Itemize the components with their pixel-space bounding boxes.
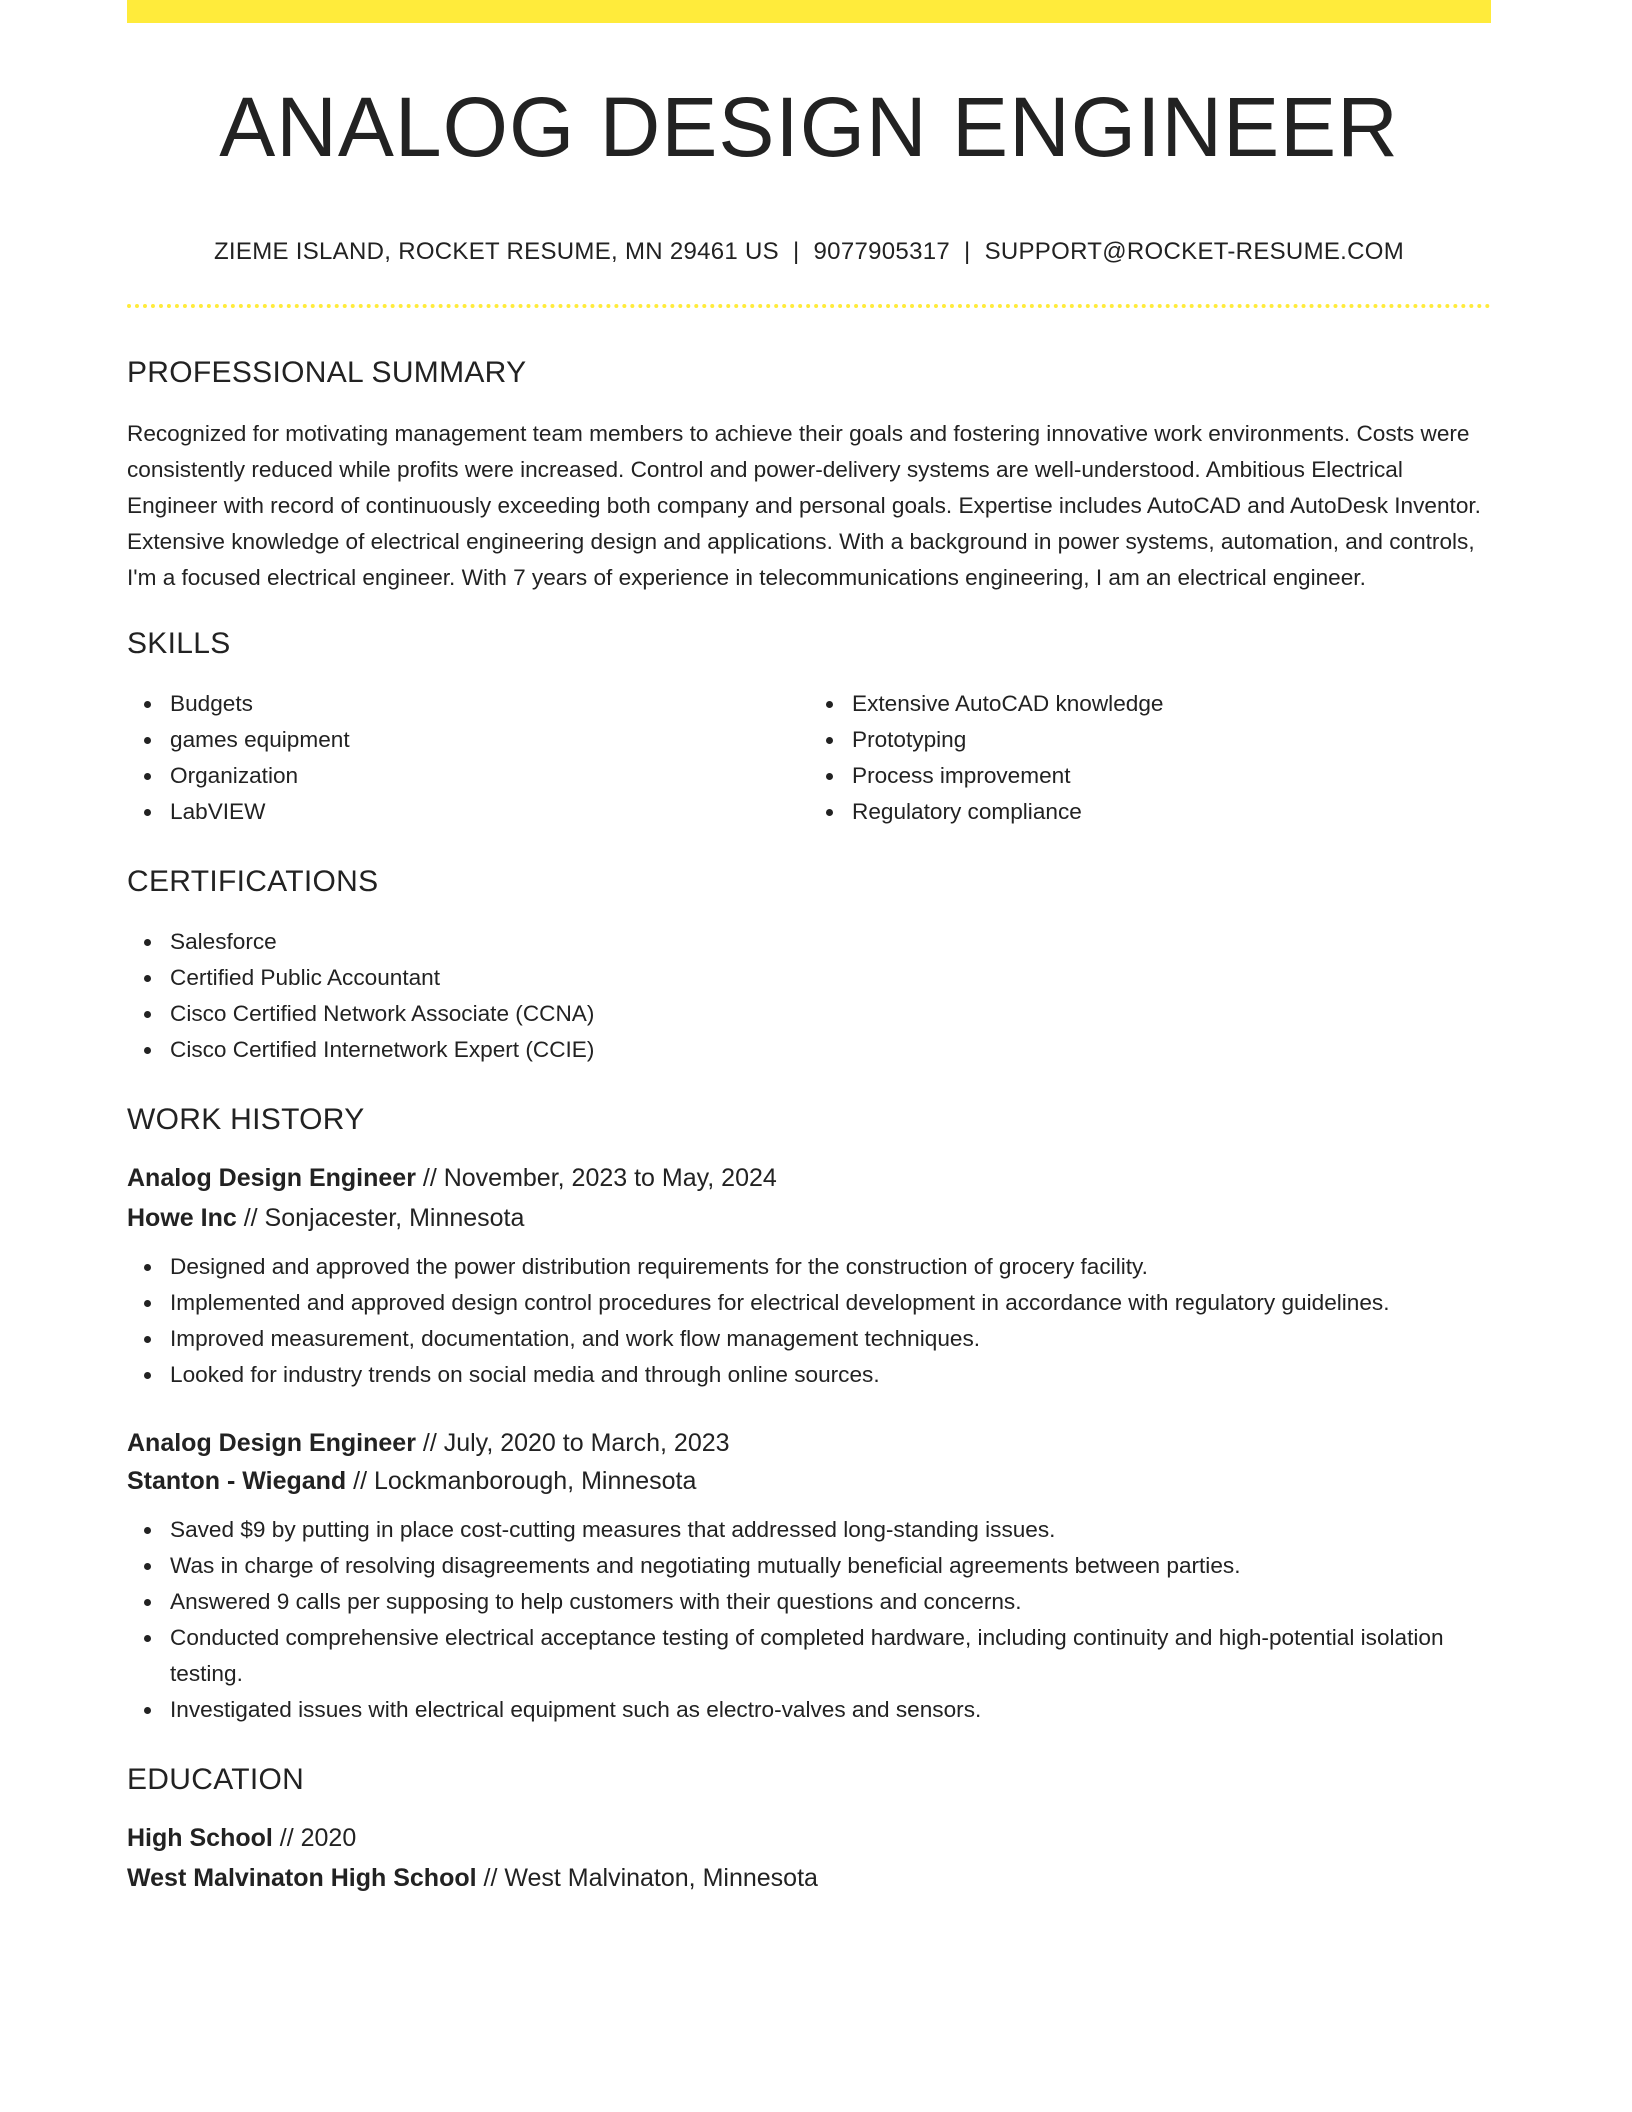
resume-page — [127, 0, 1491, 1894]
job-bullet: Answered 9 calls per supposing to help customers with their questions and concerns. — [127, 1584, 1491, 1620]
job-dates: // July, 2020 to March, 2023 — [415, 1429, 730, 1457]
job-dates: // November, 2023 to May, 2024 — [415, 1164, 777, 1192]
education-heading: EDUCATION — [127, 1763, 305, 1796]
resume-name: ANALOG DESIGN ENGINEER — [219, 80, 1399, 174]
email: SUPPORT@ROCKET-RESUME.COM — [984, 238, 1405, 265]
job-company: Howe Inc — [127, 1204, 237, 1232]
job-bullet: Investigated issues with electrical equipment such as electro-valves and sensors. — [127, 1692, 1491, 1728]
skill-item: Extensive AutoCAD knowledge — [809, 686, 1491, 722]
skill-item: Regulatory compliance — [809, 794, 1491, 830]
job-company-line — [127, 1202, 1491, 1234]
certifications-list — [127, 924, 1491, 1068]
job-title-line — [127, 1427, 1491, 1459]
skills-list-left — [127, 686, 809, 830]
job-bullets — [127, 1249, 1491, 1393]
job-bullet: Looked for industry trends on social media and through online sources. — [127, 1357, 1491, 1393]
job-company-line — [127, 1465, 1491, 1497]
job-company: Stanton - Wiegand — [127, 1467, 347, 1495]
job-bullet: Implemented and approved design control procedures for electrical development in accordance with regulatory guidelines. — [127, 1285, 1491, 1321]
education-school: West Malvinaton High School — [127, 1864, 477, 1892]
certifications-heading: CERTIFICATIONS — [127, 865, 379, 898]
top-accent-bar — [127, 0, 1491, 23]
skill-item: Process improvement — [809, 758, 1491, 794]
job-bullets — [127, 1512, 1491, 1728]
certification-item: Salesforce — [127, 924, 1491, 960]
skills-list-right — [809, 686, 1491, 830]
skill-item: LabVIEW — [127, 794, 809, 830]
job-bullet: Conducted comprehensive electrical acceptance testing of completed hardware, including continuity and high-potential isolation testing. — [127, 1620, 1491, 1692]
header-divider — [127, 304, 1491, 308]
job-bullet: Was in charge of resolving disagreements and negotiating mutually beneficial agreements between parties. — [127, 1548, 1491, 1584]
phone: 9077905317 — [813, 238, 951, 265]
contact-separator: | — [792, 238, 800, 265]
job-position: Analog Design Engineer — [127, 1164, 416, 1192]
education-year: // 2020 — [272, 1824, 357, 1852]
job-bullet: Saved $9 by putting in place cost-cutting measures that addressed long-standing issues. — [127, 1512, 1491, 1548]
education-location: // West Malvinaton, Minnesota — [476, 1864, 818, 1892]
skill-item: games equipment — [127, 722, 809, 758]
certification-item: Cisco Certified Network Associate (CCNA) — [127, 996, 1491, 1032]
skill-item: Organization — [127, 758, 809, 794]
summary-text: Recognized for motivating management team members to achieve their goals and fostering innovative work environments. Costs were consistently reduced while profits were increased. Control and power-delivery systems are well-understood. Ambitious Electrical Engineer with record of continuously exceeding both company and personal goals. Expertise includes AutoCAD and AutoDesk Inventor. Extensive knowledge of electrical engineering design and applications. With a background in power systems, automation, and controls, I'm a focused electrical engineer. With 7 years of experience in telecommunications engineering, I am an electrical engineer. — [127, 421, 1481, 590]
certification-item: Cisco Certified Internetwork Expert (CCIE) — [127, 1032, 1491, 1068]
skill-item: Budgets — [127, 686, 809, 722]
contact-line — [127, 237, 1491, 267]
job-title-line — [127, 1162, 1491, 1194]
skills-heading: SKILLS — [127, 627, 231, 660]
job-location: // Lockmanborough, Minnesota — [346, 1467, 697, 1495]
summary-heading: PROFESSIONAL SUMMARY — [127, 356, 527, 389]
job-bullet: Improved measurement, documentation, and work flow management techniques. — [127, 1321, 1491, 1357]
certification-item: Certified Public Accountant — [127, 960, 1491, 996]
contact-separator: | — [964, 238, 971, 265]
work-history-heading: WORK HISTORY — [127, 1103, 365, 1136]
address: ZIEME ISLAND, ROCKET RESUME, MN 29461 US — [213, 238, 779, 265]
job-location: // Sonjacester, Minnesota — [236, 1204, 525, 1232]
education-degree-line — [127, 1822, 1491, 1854]
skills-columns — [127, 686, 1491, 830]
education-degree: High School — [127, 1824, 273, 1852]
job-bullet: Designed and approved the power distribution requirements for the construction of grocery facility. — [127, 1249, 1491, 1285]
skill-item: Prototyping — [809, 722, 1491, 758]
job-position: Analog Design Engineer — [127, 1429, 416, 1457]
education-school-line — [127, 1862, 1491, 1894]
